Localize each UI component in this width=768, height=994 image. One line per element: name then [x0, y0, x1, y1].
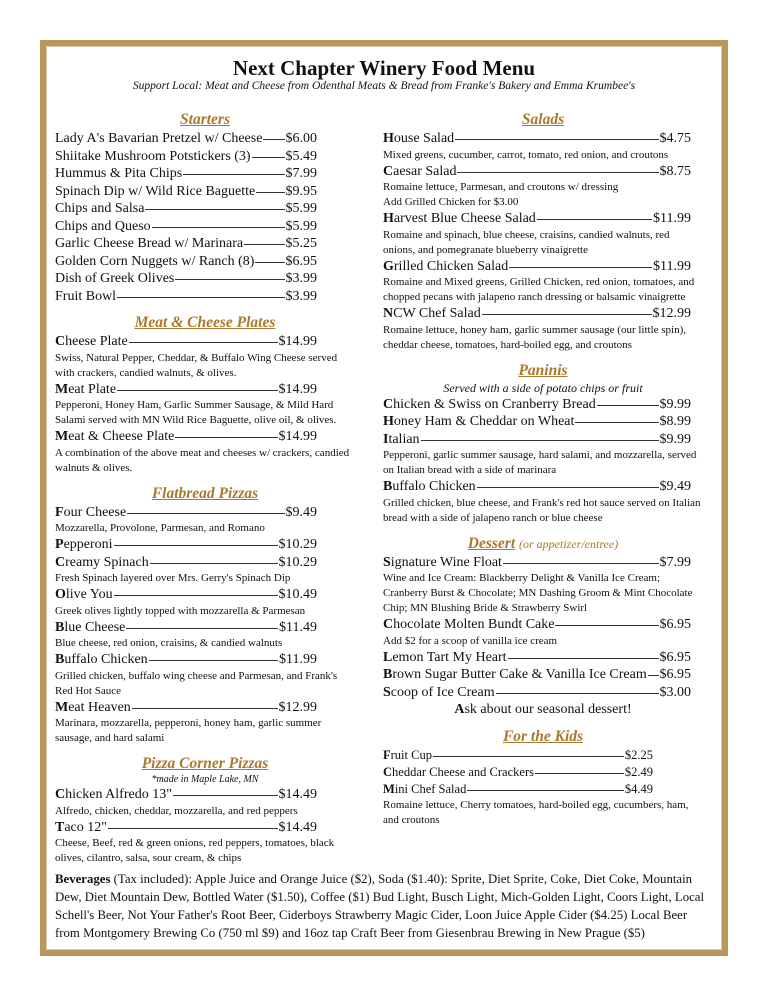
price-leader: [421, 440, 659, 441]
item-price: $9.49: [285, 504, 317, 520]
item-name: Garlic Cheese Bread w/ Marinara: [55, 236, 244, 251]
menu-item-lady-a-s-bavarian-pretzel-w-cheese: [55, 130, 317, 148]
item-price: $6.95: [659, 667, 691, 682]
item-price: $14.99: [278, 429, 317, 444]
item-price: $14.99: [278, 381, 317, 397]
price-leader: [482, 314, 652, 315]
item-name: Olive You: [55, 587, 113, 602]
menu-item-caesar-salad: [383, 163, 691, 181]
item-price: $9.49: [659, 479, 691, 494]
menu-item-golden-corn-nuggets-w-ranch-8: [55, 253, 317, 271]
item-price: $8.99: [659, 414, 691, 429]
section-title: Starters: [180, 111, 230, 128]
price-leader: [575, 422, 658, 423]
price-leader: [535, 773, 624, 774]
menu-item-olive-you: [55, 586, 317, 604]
item-price: $6.95: [285, 253, 317, 269]
item-description: Fresh Spinach layered over Mrs. Gerry's Spinach Dip: [55, 572, 291, 584]
menu-item-four-cheese: [55, 504, 317, 522]
item-price: $5.99: [285, 201, 317, 216]
section-heading: [55, 754, 355, 774]
item-name: Dish of Greek Olives: [55, 271, 175, 286]
section-paninis: [383, 361, 703, 526]
item-price: $6.95: [659, 617, 691, 632]
item-price: $7.99: [285, 166, 317, 181]
menu-item-signature-wine-float: [383, 554, 691, 572]
item-name: Fruit Bowl: [55, 288, 117, 304]
price-leader: [129, 342, 278, 343]
item-price: $10.29: [278, 554, 317, 570]
item-price: $8.75: [659, 163, 691, 179]
item-description: Romaine lettuce, honey ham, garlic summer sausage (our little spin), cheddar cheese, tomatoes, hard-boiled egg, and croutons: [383, 323, 687, 351]
price-leader: [145, 209, 284, 210]
menu-item-dish-of-greek-olives: [55, 270, 317, 288]
item-price: $3.99: [285, 288, 317, 304]
price-leader: [252, 157, 285, 158]
section-heading: [383, 727, 703, 747]
section-heading: [383, 110, 703, 130]
price-leader: [255, 262, 284, 263]
section-dessert: [383, 534, 703, 720]
menu-title: Next Chapter Winery Food Menu: [232, 56, 536, 80]
section-title: Flatbread Pizzas: [151, 484, 259, 502]
item-name: Buffalo Chicken: [55, 652, 148, 667]
item-price: $9.95: [285, 183, 317, 199]
item-description: Romaine lettuce, Cherry tomatoes, hard-boiled egg, cucumbers, ham, and croutons: [383, 799, 689, 826]
beverages-section: [55, 870, 705, 942]
menu-item-chips-and-queso: [55, 218, 317, 236]
item-price: $9.99: [659, 396, 691, 412]
price-leader: [149, 660, 278, 661]
price-leader: [244, 244, 284, 245]
price-leader: [175, 279, 284, 280]
item-price: $14.49: [278, 787, 317, 802]
price-leader: [648, 675, 659, 676]
price-leader: [127, 513, 284, 514]
item-name: Hummus & Pita Chips: [55, 166, 183, 181]
item-description: Pepperoni, Honey Ham, Garlic Summer Sausage, & Mild Hard Salami served with MN Wild Rice Baguette, olive oil, & olives.: [55, 399, 337, 426]
beverages-text: (Tax included): Apple Juice and Orange Juice ($2), Soda ($1.40): Sprite, Diet Sprite, Coke, Diet Coke, Mountain Dew, Diet Mountain Dew, Bottled Water ($1.50), Coffee ($1) Bud Light, Busch Light, Mich-Golden Light, Coors Light, Local Schell's Beer, Not Your Father's Root Beer, Ciderboys Strawberry Magic Cider, Loon Juice Apple Cider ($4.25) Local Beer from Montgomery Brewing Co (750 ml $9) and 16oz tap Craft Beer from Giesenbrau Brewing in New Prague ($5): [55, 872, 705, 940]
item-name: Cheddar Cheese and Crackers: [383, 765, 534, 779]
item-name: Lady A's Bavarian Pretzel w/ Cheese: [55, 131, 263, 146]
item-price: $3.00: [659, 684, 691, 700]
item-price: $5.99: [285, 218, 317, 234]
price-leader: [263, 139, 284, 140]
item-name: Cheese Plate: [55, 334, 128, 349]
section-aside: (or appetizer/entree): [519, 536, 619, 551]
item-name: Meat & Cheese Plate: [55, 429, 175, 444]
item-price: $7.99: [659, 554, 691, 570]
menu-item-garlic-cheese-bread-w-marinara: [55, 235, 317, 253]
item-price: $2.25: [624, 748, 653, 762]
item-description: Blue cheese, red onion, craisins, & candied walnuts: [55, 637, 283, 649]
price-leader: [477, 487, 659, 488]
section-title: Meat & Cheese Plates: [134, 314, 276, 331]
item-price: $6.95: [659, 649, 691, 665]
menu-item-meat-cheese-plate: [55, 428, 317, 446]
item-description: Romaine and spinach, blue cheese, craisins, candied walnuts, red onions, and pomegranate blueberry vinaigrette: [383, 228, 670, 256]
menu-item-chicken-swiss-on-cranberry-bread: [383, 396, 691, 414]
price-leader: [152, 227, 285, 228]
item-name: Chocolate Molten Bundt Cake: [383, 617, 555, 632]
section-flatbread-pizzas: [55, 484, 355, 747]
item-name: Caesar Salad: [383, 163, 457, 179]
item-description: Add Grilled Chicken for $3.00: [383, 196, 519, 208]
price-leader: [455, 139, 658, 140]
section-heading: [55, 110, 355, 130]
item-price: $12.99: [278, 699, 317, 715]
beverages-label: Beverages: [55, 872, 111, 886]
item-price: $5.25: [285, 236, 317, 251]
price-leader: [555, 625, 658, 626]
price-leader: [114, 595, 278, 596]
price-leader: [150, 563, 278, 564]
item-name: Golden Corn Nuggets w/ Ranch (8): [55, 253, 255, 269]
item-price: $11.49: [279, 619, 317, 635]
item-description: Grilled chicken, buffalo wing cheese and Parmesan, and Frank's Red Hot Sauce: [55, 669, 338, 697]
item-name: Meat Plate: [55, 381, 117, 397]
item-name: Honey Ham & Cheddar on Wheat: [383, 414, 575, 429]
price-leader: [433, 756, 624, 757]
menu-item-grilled-chicken-salad: [383, 258, 691, 276]
left-column: [55, 102, 355, 866]
price-leader: [256, 192, 284, 193]
item-description: Marinara, mozzarella, pepperoni, honey ham, garlic summer sausage, and hard salami: [55, 717, 322, 744]
item-name: Buffalo Chicken: [383, 479, 476, 494]
item-name: Creamy Spinach: [55, 554, 149, 570]
item-price: $14.99: [278, 334, 317, 349]
right-column: [383, 102, 703, 828]
item-description: Romaine and Mixed greens, Grilled Chicken, red onion, tomatoes, and chopped pecans with jalapeno ranch dressing or balsamic vinaigrette: [383, 276, 695, 303]
price-leader: [467, 790, 624, 791]
menu-item-meat-heaven: [55, 699, 317, 717]
item-name: House Salad: [383, 131, 455, 146]
section-title: For the Kids: [502, 728, 584, 745]
item-name: Mini Chef Salad: [383, 782, 467, 796]
item-price: $9.99: [659, 431, 691, 447]
item-description: Mozzarella, Provolone, Parmesan, and Romano: [55, 522, 265, 534]
item-name: Fruit Cup: [383, 748, 432, 762]
section-meat-cheese-plates: [55, 313, 355, 476]
item-name: Chicken & Swiss on Cranberry Bread: [383, 396, 596, 412]
menu-item-pepperoni: [55, 536, 317, 554]
menu-item-harvest-blue-cheese-salad: [383, 210, 691, 228]
section-title: Salads: [521, 111, 565, 128]
menu-item-brown-sugar-butter-cake-vanilla-ice-cream: [383, 666, 691, 684]
section-pizza-corner-pizzas: [55, 754, 355, 866]
menu-item-buffalo-chicken: [55, 651, 317, 669]
menu-item-italian: [383, 431, 691, 449]
item-price: $10.29: [278, 537, 317, 552]
menu-item-buffalo-chicken: [383, 478, 691, 496]
section-footer: Ask about our seasonal dessert!: [454, 702, 632, 717]
price-leader: [175, 437, 277, 438]
menu-subtitle: Support Local: Meat and Cheese from Odenthal Meats & Bread from Franke's Bakery and Emma Krumbee's: [132, 80, 636, 92]
price-leader: [183, 174, 284, 175]
item-name: Lemon Tart My Heart: [383, 649, 507, 665]
price-leader: [509, 267, 652, 268]
item-price: $11.99: [653, 211, 691, 226]
item-name: NCW Chef Salad: [383, 306, 481, 321]
menu-item-fruit-cup: [383, 747, 653, 764]
item-description: A combination of the above meat and cheeses w/ crackers, candied walnuts & olives.: [55, 446, 350, 474]
item-description: Grilled chicken, blue cheese, and Frank's red hot sauce served on Italian bread with a side of jalapeno ranch or blue cheese: [383, 496, 701, 524]
item-name: Taco 12": [55, 819, 107, 835]
item-description: Greek olives lightly topped with mozzarella & Parmesan: [55, 604, 306, 617]
item-price: $12.99: [652, 306, 691, 321]
item-description: Pepperoni, garlic summer sausage, hard salami, and mozzarella, served on Italian bread with a side of marinara: [383, 449, 697, 476]
menu-item-mini-chef-salad: [383, 781, 653, 798]
section-for-the-kids: [383, 727, 703, 828]
item-name: Chips and Salsa: [55, 201, 145, 216]
item-name: Blue Cheese: [55, 619, 126, 635]
item-price: $11.99: [653, 258, 691, 274]
item-name: Grilled Chicken Salad: [383, 258, 509, 274]
item-name: Scoop of Ice Cream: [383, 684, 495, 700]
item-price: $2.49: [624, 765, 653, 779]
price-leader: [117, 297, 284, 298]
item-name: Spinach Dip w/ Wild Rice Baguette: [55, 183, 256, 199]
section-heading: [383, 361, 703, 381]
menu-item-blue-cheese: [55, 619, 317, 637]
menu-item-house-salad: [383, 130, 691, 148]
price-leader: [537, 219, 652, 220]
section-subtitle: Served with a side of potato chips or fruit: [443, 380, 643, 395]
menu-item-chicken-alfredo-13: [55, 786, 317, 804]
menu-item-spinach-dip-w-wild-rice-baguette: [55, 183, 317, 201]
menu-item-cheddar-cheese-and-crackers: [383, 764, 653, 781]
section-title: Dessert: [467, 534, 516, 552]
item-price: $5.49: [285, 148, 317, 164]
item-price: $4.75: [659, 131, 691, 146]
menu-item-chocolate-molten-bundt-cake: [383, 616, 691, 634]
item-description: Cheese, Beef, red & green onions, red peppers, tomatoes, black olives, cilantro, salsa, sour cream, & chips: [55, 837, 335, 864]
section-note: *made in Maple Lake, MN: [151, 774, 259, 785]
item-price: $3.99: [285, 271, 317, 286]
price-leader: [496, 693, 659, 694]
price-leader: [597, 405, 659, 406]
item-description: Wine and Ice Cream: Blackberry Delight & Vanilla Ice Cream; Cranberry Burst & Chocolate; MN Dashing Groom & Mint Chocolate Chip; MN Blushing Bride & Strawberry Swirl: [383, 572, 693, 614]
item-name: Pepperoni: [55, 537, 113, 552]
item-name: Four Cheese: [55, 504, 127, 520]
price-leader: [503, 563, 659, 564]
section-heading: [55, 484, 355, 504]
menu-item-hummus-pita-chips: [55, 165, 317, 183]
price-leader: [108, 828, 278, 829]
menu-item-chips-and-salsa: [55, 200, 317, 218]
item-description: Swiss, Natural Pepper, Cheddar, & Buffalo Wing Cheese served with crackers, candied walnuts, & olives.: [55, 351, 338, 379]
item-price: $11.99: [279, 652, 317, 667]
item-price: $10.49: [278, 587, 317, 602]
section-heading: [55, 313, 355, 333]
price-leader: [508, 658, 659, 659]
item-name: Signature Wine Float: [383, 554, 502, 570]
item-name: Chips and Queso: [55, 218, 151, 234]
item-price: $4.49: [624, 782, 653, 796]
price-leader: [114, 545, 278, 546]
menu-item-lemon-tart-my-heart: [383, 649, 691, 667]
price-leader: [132, 708, 278, 709]
item-description: Mixed greens, cucumber, carrot, tomato, red onion, and croutons: [383, 148, 669, 161]
item-name: Harvest Blue Cheese Salad: [383, 211, 536, 226]
item-description: Alfredo, chicken, cheddar, mozzarella, and red peppers: [55, 804, 298, 817]
item-name: Italian: [383, 431, 420, 447]
price-leader: [117, 390, 277, 391]
item-description: Romaine lettuce, Parmesan, and croutons w/ dressing: [383, 181, 619, 193]
item-name: Meat Heaven: [55, 699, 131, 715]
section-starters: [55, 110, 355, 305]
item-name: Shiitake Mushroom Potstickers (3): [55, 148, 251, 164]
section-title: Paninis: [518, 361, 568, 379]
price-leader: [126, 628, 278, 629]
item-description: Add $2 for a scoop of vanilla ice cream: [383, 634, 558, 647]
item-price: $6.00: [285, 131, 317, 146]
item-name: Chicken Alfredo 13": [55, 787, 172, 802]
section-title: Pizza Corner Pizzas: [141, 755, 269, 772]
section-heading: [383, 534, 703, 554]
menu-item-fruit-bowl: [55, 288, 317, 306]
item-name: Brown Sugar Butter Cake & Vanilla Ice Cream: [383, 667, 647, 682]
menu-item-cheese-plate: [55, 333, 317, 351]
price-leader: [457, 172, 658, 173]
menu-item-scoop-of-ice-cream: [383, 684, 691, 702]
menu-item-meat-plate: [55, 381, 317, 399]
menu-item-ncw-chef-salad: [383, 305, 691, 323]
menu-item-creamy-spinach: [55, 554, 317, 572]
price-leader: [173, 795, 278, 796]
item-price: $14.49: [278, 819, 317, 835]
menu-item-taco-12: [55, 819, 317, 837]
menu-item-honey-ham-cheddar-on-wheat: [383, 413, 691, 431]
menu-item-shiitake-mushroom-potstickers-3: [55, 148, 317, 166]
section-salads: [383, 110, 703, 353]
